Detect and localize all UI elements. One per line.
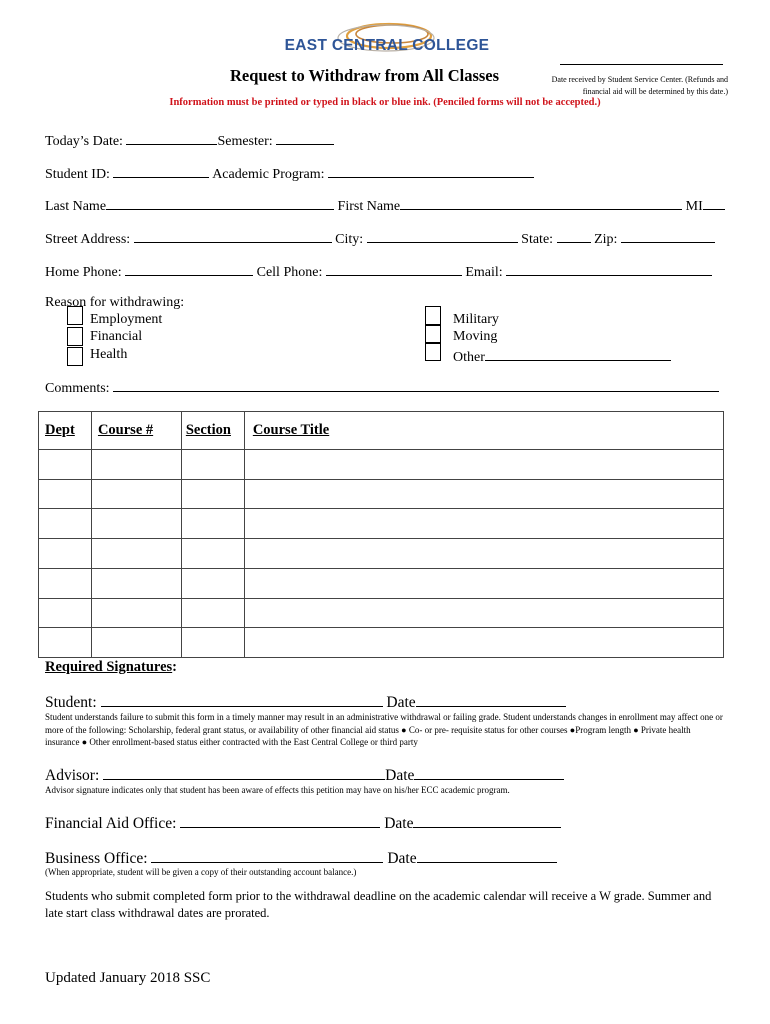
financial-aid-signature-row <box>45 814 561 833</box>
last-name-label: Last Name <box>45 199 107 214</box>
employment-checkbox[interactable] <box>67 306 83 325</box>
street-address-field[interactable] <box>134 229 332 243</box>
student-label: Student: <box>45 694 97 711</box>
business-office-signature-field[interactable] <box>151 849 383 863</box>
health-label: Health <box>90 347 128 362</box>
table-row <box>39 568 724 598</box>
course-title-cell[interactable] <box>244 509 723 539</box>
student-date-field[interactable] <box>416 693 566 707</box>
student-note: Student understands failure to submit this form in a timely manner may result in an administrative withdrawal or failing grade. Student understands changes in enrollment may affect one or more of the following: Scholarship, federal grant status, or availability of other financial aid status ● Co- or pre- requisite status for other courses ●Program length ● Private health insurance ● Other enrollment-based status either contracted with the East Central College or third party <box>45 712 723 747</box>
zip-label: Zip: <box>594 232 618 247</box>
course-number-cell[interactable] <box>91 509 181 539</box>
business-office-date-label: Date <box>387 850 417 867</box>
section-cell[interactable] <box>181 509 244 539</box>
advisor-date-label: Date <box>385 767 415 784</box>
section-cell[interactable] <box>181 628 244 658</box>
course-title-cell[interactable] <box>244 479 723 509</box>
signatures-heading-text: Required Signatures <box>45 659 173 675</box>
advisor-date-field[interactable] <box>414 766 564 780</box>
email-field[interactable] <box>506 262 712 276</box>
course-number-header: Course # <box>91 412 181 450</box>
section-cell[interactable] <box>181 568 244 598</box>
date-received-line[interactable] <box>560 54 723 65</box>
email-label: Email: <box>465 265 503 280</box>
cell-phone-field[interactable] <box>326 262 462 276</box>
section-cell[interactable] <box>181 539 244 569</box>
logo-text: EAST CENTRAL COLLEGE <box>284 37 490 54</box>
comments-row <box>45 378 719 397</box>
course-title-header: Course Title <box>244 412 723 450</box>
financial-label: Financial <box>90 329 143 344</box>
home-phone-label: Home Phone: <box>45 265 122 280</box>
first-name-field[interactable] <box>400 196 682 210</box>
dept-header: Dept <box>39 412 92 450</box>
other-field[interactable] <box>485 347 671 361</box>
course-title-cell[interactable] <box>244 598 723 628</box>
moving-label: Moving <box>453 329 498 344</box>
first-name-label: First Name <box>337 199 401 214</box>
advisor-signature-row <box>45 766 564 785</box>
course-number-cell[interactable] <box>91 450 181 480</box>
other-checkbox[interactable] <box>425 342 441 361</box>
todays-date-label: Today’s Date: <box>45 134 123 149</box>
dept-cell[interactable] <box>39 450 92 480</box>
zip-field[interactable] <box>621 229 715 243</box>
advisor-note: Advisor signature indicates only that student has been aware of effects this petition may have on his/her ECC academic program. <box>45 785 510 795</box>
course-title-cell[interactable] <box>244 628 723 658</box>
date-semester-row <box>45 131 334 150</box>
table-header-row <box>39 412 724 450</box>
student-signature-row <box>45 693 566 712</box>
employment-label: Employment <box>90 312 163 327</box>
dept-cell[interactable] <box>39 479 92 509</box>
section-header: Section <box>181 412 244 450</box>
military-checkbox[interactable] <box>425 306 441 325</box>
phone-row <box>45 262 712 281</box>
signatures-heading-colon: : <box>172 659 178 675</box>
page-title: Request to Withdraw from All Classes <box>230 66 500 85</box>
advisor-signature-field[interactable] <box>103 766 385 780</box>
advisor-label: Advisor: <box>45 767 100 784</box>
reason-label: Reason for withdrawing: <box>45 295 185 310</box>
state-label: State: <box>521 232 554 247</box>
name-row <box>45 196 725 215</box>
course-number-cell[interactable] <box>91 568 181 598</box>
table-row <box>39 509 724 539</box>
address-row <box>45 229 715 248</box>
table-row <box>39 479 724 509</box>
street-address-label: Street Address: <box>45 232 131 247</box>
dept-cell[interactable] <box>39 628 92 658</box>
dept-cell[interactable] <box>39 598 92 628</box>
course-title-cell[interactable] <box>244 450 723 480</box>
student-signature-field[interactable] <box>101 693 383 707</box>
semester-field[interactable] <box>276 131 334 145</box>
city-label: City: <box>335 232 364 247</box>
business-office-date-field[interactable] <box>417 849 557 863</box>
comments-field[interactable] <box>113 378 719 392</box>
dept-cell[interactable] <box>39 568 92 598</box>
table-row <box>39 628 724 658</box>
business-office-label: Business Office: <box>45 850 148 867</box>
business-office-note: (When appropriate, student will be given a copy of their outstanding account balance.) <box>45 867 357 877</box>
home-phone-field[interactable] <box>125 262 253 276</box>
mi-field[interactable] <box>703 196 725 210</box>
academic-program-field[interactable] <box>328 164 534 178</box>
table-row <box>39 450 724 480</box>
course-number-cell[interactable] <box>91 628 181 658</box>
student-id-field[interactable] <box>113 164 209 178</box>
date-received-note: Date received by Student Service Center. (Refunds and financial aid will be determined by this date.) <box>551 75 728 96</box>
city-field[interactable] <box>367 229 518 243</box>
comments-label: Comments: <box>45 381 110 396</box>
table-row <box>39 598 724 628</box>
section-cell[interactable] <box>181 479 244 509</box>
course-number-cell[interactable] <box>91 539 181 569</box>
course-number-cell[interactable] <box>91 479 181 509</box>
course-title-cell[interactable] <box>244 539 723 569</box>
financial-aid-date-field[interactable] <box>413 814 561 828</box>
financial-aid-date-label: Date <box>384 815 414 832</box>
section-cell[interactable] <box>181 598 244 628</box>
todays-date-field[interactable] <box>126 131 217 145</box>
state-field[interactable] <box>557 229 591 243</box>
academic-program-label: Academic Program: <box>212 167 325 182</box>
course-title-cell[interactable] <box>244 568 723 598</box>
dept-cell[interactable] <box>39 539 92 569</box>
deadline-note: Students who submit completed form prior to the withdrawal deadline on the academic calendar will receive a W grade. Summer and late start class withdrawal dates are prorated. <box>45 889 712 920</box>
financial-aid-label: Financial Aid Office: <box>45 815 177 832</box>
id-program-row <box>45 164 534 183</box>
other-row <box>453 347 671 366</box>
military-label: Military <box>453 312 499 327</box>
table-row <box>39 539 724 569</box>
section-cell[interactable] <box>181 450 244 480</box>
financial-aid-signature-field[interactable] <box>180 814 380 828</box>
course-number-cell[interactable] <box>91 598 181 628</box>
student-date-label: Date <box>386 694 416 711</box>
updated-footer: Updated January 2018 SSC <box>45 970 211 986</box>
dept-cell[interactable] <box>39 509 92 539</box>
course-table <box>38 411 724 658</box>
ink-notice: Information must be printed or typed in black or blue ink. (Penciled forms will not be accepted.) <box>169 97 601 108</box>
cell-phone-label: Cell Phone: <box>256 265 323 280</box>
other-label: Other <box>453 350 485 365</box>
signatures-heading <box>45 659 177 676</box>
financial-checkbox[interactable] <box>67 327 83 346</box>
mi-label: MI <box>685 199 703 214</box>
student-id-label: Student ID: <box>45 167 110 182</box>
semester-label: Semester: <box>217 134 273 149</box>
last-name-field[interactable] <box>106 196 334 210</box>
health-checkbox[interactable] <box>67 347 83 366</box>
